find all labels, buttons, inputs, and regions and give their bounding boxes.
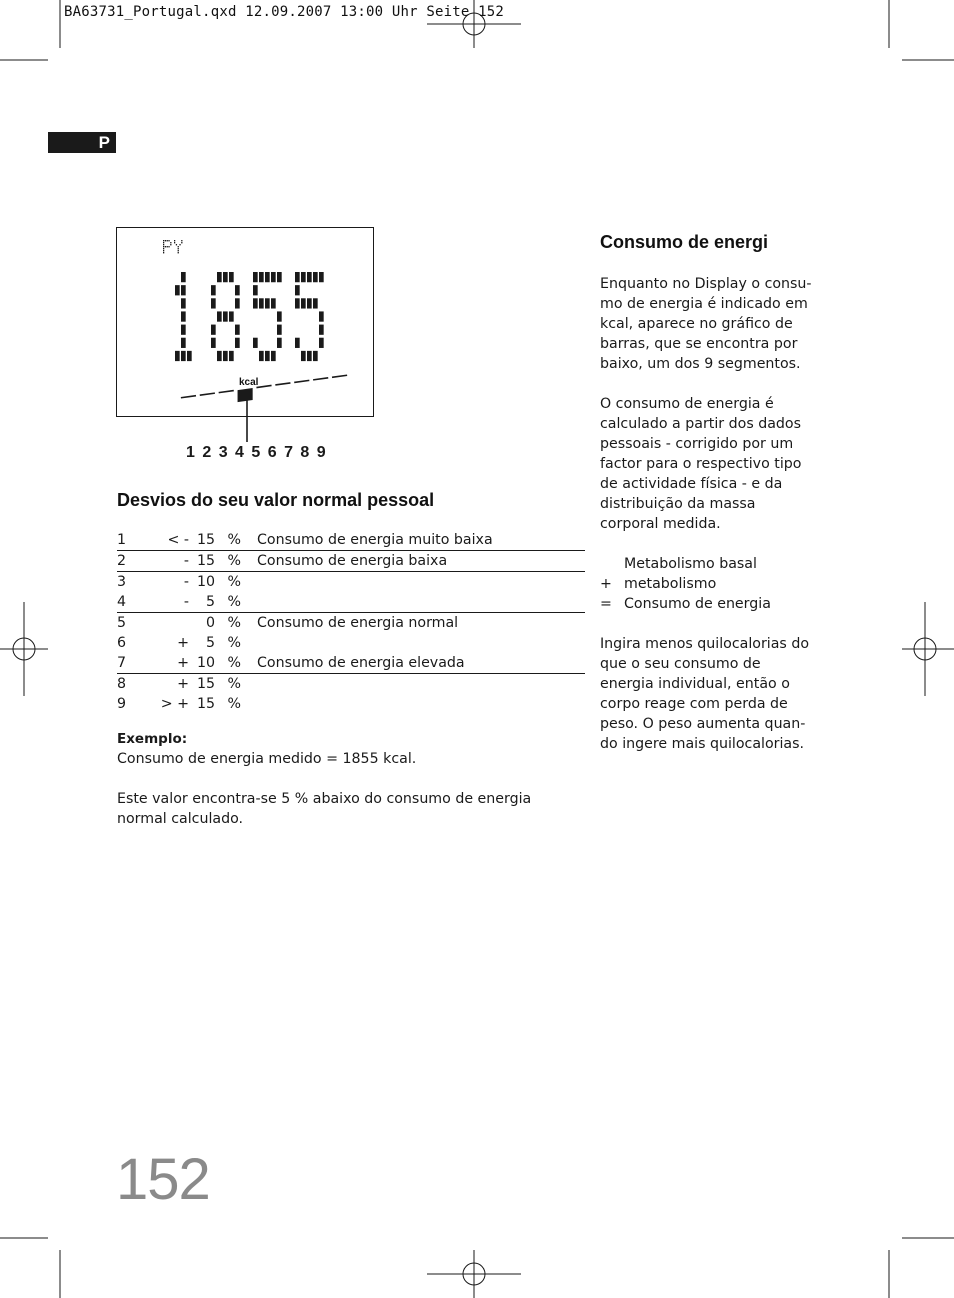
deviation-val: 10 — [193, 653, 215, 674]
bar-segment — [200, 393, 215, 395]
print-file-header: BA63731_Portugal.qxd 12.09.2007 13:00 Uhr Seite 152 — [64, 4, 505, 20]
deviation-pct: % — [215, 551, 257, 572]
lcd-digit — [163, 240, 171, 253]
deviation-val: 5 — [205, 634, 215, 651]
energy-formula — [600, 554, 771, 614]
deviation-n: 5 — [117, 614, 127, 631]
deviation-desc: Consumo de energia baixa — [257, 551, 585, 572]
deviation-desc — [257, 592, 585, 613]
deviation-sign: + — [177, 634, 189, 651]
deviation-pct: % — [215, 653, 257, 674]
deviation-val: 0 — [205, 614, 215, 631]
deviation-val: 15 — [193, 551, 215, 572]
example-line-1: Consumo de energia medido = 1855 kcal. — [117, 751, 417, 767]
formula-operator — [600, 554, 624, 574]
deviations-title: Desvios do seu valor normal pessoal — [117, 490, 435, 510]
lcd-digit — [253, 272, 282, 361]
formula-term: Metabolismo basal — [624, 556, 757, 572]
deviation-row — [117, 613, 585, 634]
deviation-pct: % — [215, 592, 257, 613]
formula-row — [600, 554, 771, 574]
deviation-row — [117, 572, 585, 593]
deviation-desc: Consumo de energia muito baixa — [257, 530, 585, 551]
lcd-digit — [211, 272, 240, 361]
formula-operator: = — [600, 596, 612, 612]
paragraph-calculation: O consumo de energia é calculado a partir dos dados pessoais - corrigido por um factor para o respectivo tipo de actividade física - e da distribuição da massa corporal medida. — [600, 396, 802, 532]
scale-display — [116, 227, 374, 417]
deviation-sign: + — [147, 653, 193, 674]
deviation-val: 15 — [193, 530, 215, 551]
right-column-text — [600, 274, 812, 754]
example-label: Exemplo: — [117, 731, 188, 747]
display-graphic — [117, 228, 373, 416]
deviation-sign: + — [177, 675, 189, 692]
deviation-pct: % — [227, 573, 241, 590]
deviation-desc: Consumo de energia normal — [257, 614, 459, 631]
deviation-desc — [257, 633, 585, 653]
example-line-2: Este valor encontra-se 5 % abaixo do consumo de energia normal calculado. — [117, 791, 532, 827]
bar-segment — [294, 380, 309, 382]
deviation-val: 5 — [193, 592, 215, 613]
deviation-val: 15 — [196, 675, 215, 692]
deviation-pct: % — [227, 695, 241, 712]
lcd-digit — [174, 240, 182, 253]
display-mode-label — [163, 240, 182, 253]
deviation-sign: > + — [160, 695, 189, 712]
deviation-sign — [147, 613, 193, 634]
bar-segment — [256, 385, 271, 387]
deviation-row — [117, 551, 585, 572]
deviation-n: 7 — [117, 653, 147, 674]
language-tab: P — [48, 132, 116, 153]
deviation-val: 10 — [196, 573, 215, 590]
deviation-sign: - — [183, 573, 189, 590]
deviation-n: 3 — [117, 573, 127, 590]
deviation-desc: Consumo de energia elevada — [257, 653, 585, 674]
bar-graph-segments — [181, 375, 347, 402]
deviation-pct: % — [227, 614, 241, 631]
deviation-row — [117, 633, 585, 653]
display-unit: kcal — [239, 377, 259, 388]
deviation-desc — [257, 694, 585, 714]
bar-segment — [313, 378, 328, 380]
deviation-row — [117, 530, 585, 551]
deviation-row — [117, 674, 585, 695]
deviation-sign: - — [147, 592, 193, 613]
example-block — [117, 729, 557, 829]
page-number: 152 — [116, 1147, 210, 1212]
deviation-n: 1 — [117, 530, 147, 551]
lcd-digit — [295, 272, 324, 361]
paragraph-display: Enquanto no Display o consu-mo de energia é indicado em kcal, aparece no gráfico de barras, que se encontra por baixo, um dos 9 segmentos. — [600, 276, 812, 372]
deviation-pct: % — [215, 530, 257, 551]
deviation-row — [117, 694, 585, 714]
deviation-val: 15 — [196, 695, 215, 712]
formula-term: Consumo de energia — [624, 596, 771, 612]
deviation-n: 4 — [117, 592, 147, 613]
deviation-n: 2 — [117, 551, 147, 572]
bar-segment — [332, 375, 347, 377]
deviations-table — [117, 530, 585, 714]
paragraph-advice: Ingira menos quilocalorias do que o seu consumo de energia individual, então o corpo reage com perda de peso. O peso aumenta quan-do ingere mais quilocalorias. — [600, 636, 810, 752]
formula-term: metabolismo — [624, 576, 717, 592]
deviation-n: 9 — [117, 695, 127, 712]
formula-operator: + — [600, 576, 612, 592]
formula-row — [600, 574, 771, 594]
energy-title: Consumo de energi — [600, 232, 769, 252]
deviation-sign: < - — [147, 530, 193, 551]
bar-segment — [275, 383, 290, 385]
segment-pointer — [230, 400, 270, 444]
bar-segment — [181, 396, 196, 398]
deviation-n: 6 — [117, 634, 127, 651]
bar-segment — [219, 391, 234, 393]
formula-row — [600, 594, 771, 614]
display-digits — [175, 272, 324, 361]
deviation-desc — [257, 674, 585, 695]
deviation-pct: % — [227, 675, 241, 692]
deviation-desc — [257, 572, 585, 593]
deviation-n: 8 — [117, 675, 127, 692]
deviation-row — [117, 653, 585, 674]
deviation-row — [117, 592, 585, 613]
deviation-sign: - — [147, 551, 193, 572]
segment-numbers: 1 2 3 4 5 6 7 8 9 — [186, 444, 327, 461]
deviation-pct: % — [227, 634, 241, 651]
lcd-digit — [175, 272, 192, 361]
